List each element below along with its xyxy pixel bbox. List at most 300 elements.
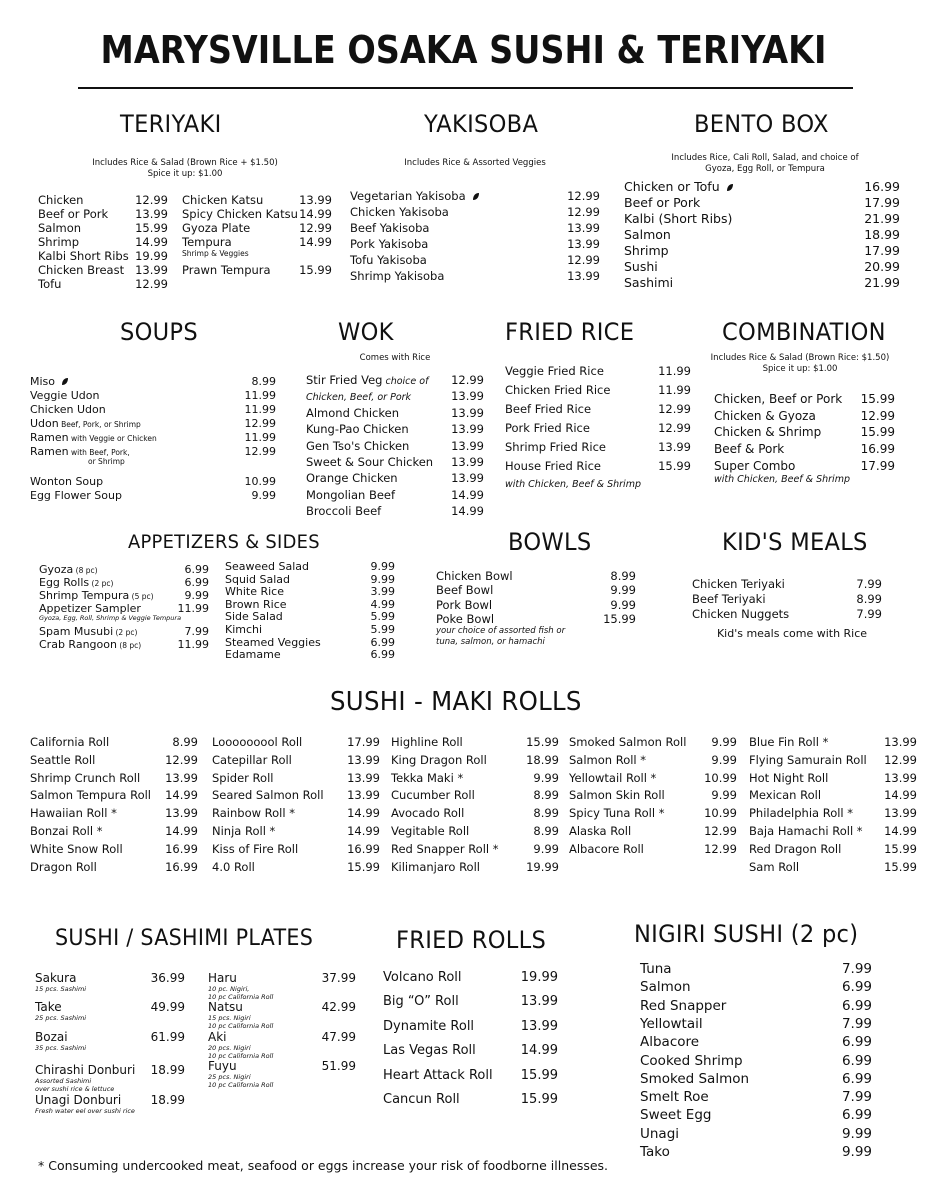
item-price: 12.99	[704, 824, 737, 838]
wok-item	[306, 389, 484, 405]
item-name: Stir Fried Veg choice of	[306, 373, 429, 387]
item-price: 12.99	[884, 752, 917, 767]
fried-rice-title: FRIED RICE	[505, 318, 635, 346]
item-price: 14.99	[451, 487, 484, 502]
item-name: Crab Rangoon (8 pc)	[39, 638, 142, 651]
item-price: 21.99	[864, 275, 900, 290]
item-price: 12.99	[704, 841, 737, 856]
item-price: 9.99	[184, 589, 209, 602]
maki-item	[391, 771, 559, 785]
item-name: Highline Roll	[391, 735, 463, 749]
item-price: 11.99	[658, 383, 691, 397]
item-name: Shrimp Yakisoba	[350, 269, 445, 283]
bowls-title: BOWLS	[508, 528, 592, 556]
item-name: Yellowtail	[640, 1015, 703, 1032]
item-price: 8.99	[533, 824, 559, 838]
item-name: Cucumber Roll	[391, 788, 475, 803]
item-price: 15.99	[658, 459, 691, 473]
item-sub: (8 pc)	[73, 566, 98, 575]
fried-rolls-title: FRIED ROLLS	[396, 926, 547, 954]
item-price: 36.99	[150, 971, 185, 985]
maki-item	[569, 824, 737, 838]
maki-item	[749, 860, 917, 874]
item-price: 9.99	[841, 1144, 872, 1160]
teriyaki-item	[182, 263, 332, 277]
item-name: Super Combo	[714, 458, 796, 473]
item-name: Kalbi (Short Ribs)	[624, 211, 733, 226]
plate-item	[35, 1063, 185, 1077]
soup-item	[30, 375, 276, 389]
item-name: Tempura	[182, 235, 232, 249]
item-price: 9.99	[370, 560, 395, 573]
item-price: 13.99	[451, 455, 484, 469]
item-price: 6.99	[841, 979, 872, 996]
item-price: 21.99	[864, 211, 900, 226]
item-name: Salmon Roll *	[569, 752, 647, 767]
item-name: Spicy Tuna Roll *	[569, 806, 665, 821]
poke-sub: your choice of assorted fish or tuna, salmon, or hamachi	[436, 626, 566, 647]
teriyaki-item	[182, 221, 332, 235]
maki-item	[30, 771, 198, 785]
item-name: Prawn Tempura	[182, 263, 271, 277]
item-name: Sakura	[35, 971, 77, 985]
item-name: Ramen with Beef, Pork,	[30, 445, 130, 458]
plate-desc: 25 pcs. Sashimi	[35, 1014, 87, 1023]
item-price: 18.99	[150, 1063, 185, 1078]
item-price: 10.99	[704, 806, 737, 821]
fried-rice-item	[505, 421, 691, 435]
item-price: 13.99	[658, 440, 691, 454]
item-price: 8.99	[172, 735, 198, 749]
item-price: 14.99	[165, 824, 198, 838]
item-price: 9.99	[711, 735, 737, 749]
kids-item	[692, 607, 882, 621]
item-price: 14.99	[451, 504, 484, 519]
item-name: Chicken Katsu	[182, 193, 264, 207]
item-name: House Fried Rice	[505, 459, 602, 473]
item-price: 6.99	[841, 1052, 872, 1069]
item-price: 13.99	[165, 806, 198, 821]
item-price: 7.99	[184, 625, 209, 638]
wok-note: Comes with Rice	[359, 353, 431, 363]
item-price: 16.99	[165, 859, 198, 874]
item-price: 13.99	[520, 994, 558, 1010]
item-name: Catepillar Roll	[212, 752, 292, 767]
item-name: Hawaiian Roll *	[30, 806, 117, 821]
item-name: Albacore Roll	[569, 841, 644, 856]
item-price: 15.99	[520, 1067, 558, 1083]
item-name: Take	[35, 1000, 62, 1015]
teriyaki-item	[38, 263, 168, 277]
item-price: 18.99	[150, 1092, 185, 1107]
item-name: Poke Bowl	[436, 611, 495, 626]
item-sub: Beef, Pork, or Shrimp	[58, 420, 141, 429]
fried-roll-item	[383, 1043, 558, 1059]
fried-rice-item	[505, 459, 691, 473]
item-name: Edamame	[225, 648, 281, 662]
item-name: Beef or Pork	[38, 207, 109, 221]
item-name: Red Dragon Roll	[749, 841, 842, 856]
item-price: 14.99	[299, 235, 332, 249]
super-combo-sub: with Chicken, Beef & Shrimp	[714, 474, 850, 485]
teriyaki-note: Includes Rice & Salad (Brown Rice + $1.50) Spice it up: $1.00	[92, 158, 278, 179]
item-name: Vegitable Roll	[391, 824, 470, 838]
item-name: Beef Yakisoba	[350, 221, 430, 235]
item-name: Side Salad	[225, 610, 283, 624]
item-name: Tuna	[640, 961, 672, 977]
item-name: Philadelphia Roll *	[749, 806, 854, 821]
item-price: 12.99	[860, 408, 895, 423]
item-price: 6.99	[841, 1034, 872, 1051]
maki-item	[30, 788, 198, 802]
item-name: Natsu	[208, 1000, 243, 1015]
soup-item	[30, 489, 276, 503]
fried-roll-item	[383, 1019, 558, 1035]
vegetarian-leaf-icon	[472, 192, 480, 201]
bento-item	[624, 260, 900, 274]
item-name: Chirashi Donburi	[35, 1063, 136, 1078]
item-price: 14.99	[347, 824, 380, 838]
item-price: 12.99	[244, 417, 276, 430]
item-name: Avocado Roll	[391, 806, 465, 821]
item-price: 12.99	[567, 253, 600, 267]
soup-item	[30, 445, 276, 460]
teriyaki-item	[182, 193, 332, 207]
item-price: 7.99	[856, 577, 882, 591]
item-name: Kimchi	[225, 623, 263, 636]
item-price: 13.99	[567, 269, 600, 283]
item-price: 17.99	[860, 458, 895, 473]
bento-note: Includes Rice, Cali Roll, Salad, and choice of Gyoza, Egg Roll, or Tempura	[671, 153, 859, 174]
item-name: Shrimp	[38, 235, 80, 249]
bowl-item	[436, 569, 636, 583]
maki-item	[30, 842, 198, 856]
item-price: 13.99	[451, 389, 484, 404]
soup-item	[30, 403, 276, 417]
maki-item	[30, 824, 198, 838]
item-name: Aki	[208, 1029, 227, 1044]
teriyaki-item	[38, 235, 168, 249]
item-price: 12.99	[567, 189, 600, 203]
item-price: 16.99	[347, 841, 380, 856]
item-name: Dragon Roll	[30, 859, 97, 874]
item-name: Bonzai Roll *	[30, 824, 103, 838]
item-price: 9.99	[533, 770, 559, 785]
item-price: 14.99	[135, 235, 168, 249]
item-price: 9.99	[533, 841, 559, 856]
item-name: Big “O” Roll	[383, 994, 459, 1010]
item-price: 51.99	[321, 1059, 356, 1074]
item-name: Veggie Fried Rice	[505, 364, 604, 378]
plate-desc: Assorted Sashimi over sushi rice & lettuce	[35, 1077, 115, 1094]
item-name: Baja Hamachi Roll *	[749, 824, 863, 838]
item-price: 4.99	[370, 597, 395, 611]
nigiri-item	[640, 998, 872, 1014]
item-price: 15.99	[299, 263, 332, 277]
item-price: 9.99	[711, 788, 737, 803]
item-name: Cancun Roll	[383, 1092, 460, 1107]
nigiri-item	[640, 1126, 872, 1142]
plate-item	[208, 971, 356, 985]
item-name: Smelt Roe	[640, 1089, 709, 1106]
item-price: 5.99	[370, 623, 395, 636]
item-name: Blue Fin Roll *	[749, 735, 829, 749]
item-sub: (2 pc)	[89, 579, 114, 588]
item-name: Chicken or Tofu	[624, 180, 864, 194]
plate-item	[35, 1000, 185, 1014]
item-price: 11.99	[658, 364, 691, 378]
maki-item	[569, 753, 737, 767]
item-price: 11.99	[244, 431, 276, 444]
item-price: 8.99	[533, 806, 559, 821]
fried-roll-item	[383, 1092, 558, 1108]
yakisoba-item	[350, 205, 600, 219]
plate-desc: 15 pcs. Nigiri 10 pc California Roll	[208, 1014, 274, 1031]
item-price: 12.99	[135, 193, 168, 207]
item-name: Spicy Chicken Katsu	[182, 207, 298, 221]
item-price: 10.99	[244, 475, 276, 488]
plate-desc: 25 pcs. Nigiri 10 pc California Roll	[208, 1073, 274, 1090]
item-price: 16.99	[165, 841, 198, 856]
item-name: Pork Fried Rice	[505, 421, 590, 435]
item-price: 13.99	[347, 788, 380, 803]
soups-title: SOUPS	[120, 318, 198, 346]
item-price: 37.99	[321, 971, 356, 985]
item-name: Tako	[640, 1144, 670, 1160]
teriyaki-item	[38, 277, 168, 291]
item-name: Chicken, Beef, or Pork	[306, 392, 412, 404]
maki-item	[212, 860, 380, 874]
nigiri-item	[640, 1089, 872, 1105]
soup-item	[30, 431, 276, 446]
item-price: 13.99	[451, 422, 484, 437]
item-price: 13.99	[520, 1018, 558, 1034]
nigiri-item	[640, 1144, 872, 1160]
item-price: 9.99	[251, 489, 276, 502]
plate-item	[35, 1093, 185, 1107]
item-name: Sushi	[624, 259, 658, 274]
yakisoba-item	[350, 189, 600, 203]
bento-item	[624, 244, 900, 258]
plate-item	[35, 971, 185, 985]
item-name: Kilimanjaro Roll	[391, 859, 480, 874]
wok-item	[306, 373, 484, 389]
item-name: Broccoli Beef	[306, 504, 382, 519]
item-price: 11.99	[244, 389, 276, 402]
item-name: Udon Beef, Pork, or Shrimp	[30, 417, 141, 430]
nigiri-item	[640, 1071, 872, 1087]
item-name: White Rice	[225, 585, 284, 599]
plate-desc: 15 pcs. Sashimi	[35, 985, 87, 993]
item-name: Orange Chicken	[306, 471, 398, 486]
kids-item	[692, 577, 882, 591]
combo-item	[714, 425, 895, 439]
item-price: 13.99	[451, 471, 484, 486]
bento-item	[624, 228, 900, 242]
fried-rice-item	[505, 383, 691, 397]
item-price: 14.99	[520, 1043, 558, 1059]
item-price: 13.99	[567, 237, 600, 251]
item-name: Shrimp Fried Rice	[505, 440, 606, 454]
item-name: Shrimp Tempura (5 pc)	[39, 589, 154, 602]
item-name: Egg Rolls (2 pc)	[39, 576, 114, 589]
nigiri-item	[640, 961, 872, 977]
plate-desc: 20 pcs. Nigiri 10 pc California Roll	[208, 1043, 274, 1060]
item-name: Flying Samurain Roll	[749, 752, 867, 767]
item-name: Beef or Pork	[624, 195, 701, 210]
maki-item	[569, 842, 737, 856]
item-name: Red Snapper	[640, 997, 727, 1014]
item-price: 9.99	[841, 1125, 872, 1142]
item-price: 15.99	[860, 392, 895, 406]
fried-rice-item	[505, 364, 691, 378]
wok-item	[306, 406, 484, 420]
item-price: 13.99	[135, 207, 168, 221]
item-name: Almond Chicken	[306, 405, 399, 420]
maki-item	[569, 771, 737, 785]
item-price: 15.99	[860, 425, 895, 440]
maki-item	[212, 771, 380, 785]
item-name: Chicken Breast	[38, 263, 125, 277]
item-name: Veggie Udon	[30, 389, 100, 402]
maki-item	[30, 753, 198, 767]
item-name: Chicken Nuggets	[692, 607, 790, 621]
item-name: Salmon	[640, 979, 691, 996]
item-name: Kalbi Short Ribs	[38, 249, 129, 263]
soup-item	[30, 417, 276, 432]
item-price: 12.99	[658, 421, 691, 435]
item-price: 3.99	[370, 585, 395, 599]
maki-item	[391, 824, 559, 838]
item-price: 15.99	[884, 841, 917, 856]
item-price: 11.99	[177, 602, 209, 615]
maki-item	[749, 806, 917, 820]
item-name: Haru	[208, 971, 237, 985]
teriyaki-item	[182, 207, 332, 221]
yakisoba-item	[350, 221, 600, 235]
item-name: Gen Tso's Chicken	[306, 438, 410, 453]
item-name: Tofu Yakisoba	[350, 253, 427, 267]
bowl-item	[436, 612, 636, 626]
item-price: 19.99	[520, 970, 558, 985]
item-sub: with Veggie or Chicken	[68, 434, 157, 443]
item-price: 8.99	[856, 592, 882, 606]
kids-item	[692, 592, 882, 606]
item-name: Chicken & Gyoza	[714, 408, 816, 423]
item-name: Squid Salad	[225, 572, 290, 586]
item-name: Chicken Bowl	[436, 569, 513, 583]
teriyaki-item	[38, 193, 168, 207]
item-name: Unagi Donburi	[35, 1092, 122, 1107]
item-name: White Snow Roll	[30, 841, 123, 856]
item-price: 61.99	[150, 1029, 185, 1044]
item-price: 13.99	[884, 806, 917, 821]
item-price: 12.99	[165, 752, 198, 767]
item-price: 13.99	[567, 221, 600, 235]
combo-item	[714, 442, 895, 456]
fried-rice-item	[505, 402, 691, 416]
bento-item	[624, 276, 900, 290]
item-name: Ramen with Veggie or Chicken	[30, 431, 157, 444]
teriyaki-item	[182, 235, 332, 249]
item-price: 47.99	[321, 1029, 356, 1044]
yakisoba-note: Includes Rice & Assorted Veggies	[404, 158, 546, 168]
wok-item	[306, 439, 484, 453]
item-sub: (5 pc)	[129, 592, 154, 601]
item-name: Sashimi	[624, 275, 674, 290]
plate-item	[35, 1030, 185, 1044]
item-price: 12.99	[299, 221, 332, 235]
appetizer-item	[39, 638, 209, 653]
item-price: 18.99	[864, 227, 900, 242]
item-name: Ninja Roll *	[212, 824, 276, 838]
maki-item	[749, 735, 917, 749]
wok-item	[306, 455, 484, 469]
item-name: Steamed Veggies	[225, 635, 321, 649]
kids-title: KID'S MEALS	[722, 528, 868, 556]
item-name: Volcano Roll	[383, 970, 462, 985]
item-price: 15.99	[135, 221, 168, 235]
item-name: Chicken Yakisoba	[350, 205, 449, 219]
item-price: 13.99	[299, 193, 332, 207]
kids-note: Kid's meals come with Rice	[716, 627, 868, 640]
item-name: Chicken & Shrimp	[714, 425, 822, 440]
item-name: Yellowtail Roll *	[569, 770, 657, 785]
menu-title: MARYSVILLE OSAKA SUSHI & TERIYAKI	[100, 28, 827, 72]
item-price: 15.99	[603, 611, 636, 626]
maki-item	[391, 735, 559, 749]
item-price: 6.99	[184, 576, 209, 589]
plate-item	[208, 1059, 356, 1073]
maki-item	[212, 735, 380, 749]
item-price: 9.99	[610, 583, 636, 598]
bento-item	[624, 180, 900, 194]
item-name: Chicken Udon	[30, 403, 106, 416]
item-name: Salmon Skin Roll	[569, 788, 665, 803]
item-price: 20.99	[864, 259, 900, 274]
bowl-item	[436, 598, 636, 612]
item-name: Cooked Shrimp	[640, 1052, 743, 1069]
item-price: 6.99	[370, 648, 395, 662]
nigiri-item	[640, 1034, 872, 1050]
fried-roll-item	[383, 994, 558, 1010]
item-name: Sweet & Sour Chicken	[306, 455, 434, 469]
item-name: Pork Bowl	[436, 597, 493, 612]
item-price: 13.99	[347, 752, 380, 767]
item-name: Pork Yakisoba	[350, 237, 429, 251]
item-name: Rainbow Roll *	[212, 806, 295, 821]
item-price: 6.99	[841, 1107, 872, 1124]
item-price: 9.99	[711, 752, 737, 767]
item-name: Tekka Maki *	[391, 770, 464, 785]
maki-item	[30, 806, 198, 820]
item-name: Beef Fried Rice	[505, 402, 592, 416]
tempura-sub: Shrimp & Veggies	[182, 249, 249, 258]
soup-item	[30, 389, 276, 403]
sampler-sub: Gyoza, Egg, Roll, Shrimp & Veggie Tempura	[39, 614, 182, 622]
ramen-sub: or Shrimp	[88, 457, 125, 466]
maki-item	[749, 824, 917, 838]
yakisoba-item	[350, 253, 600, 267]
item-price: 7.99	[841, 1015, 872, 1032]
fried-rice-item	[505, 440, 691, 454]
item-price: 6.99	[841, 997, 872, 1014]
maki-item	[391, 806, 559, 820]
item-price: 42.99	[321, 1000, 356, 1015]
maki-item	[391, 753, 559, 767]
maki-item	[391, 788, 559, 802]
item-price: 12.99	[567, 205, 600, 219]
